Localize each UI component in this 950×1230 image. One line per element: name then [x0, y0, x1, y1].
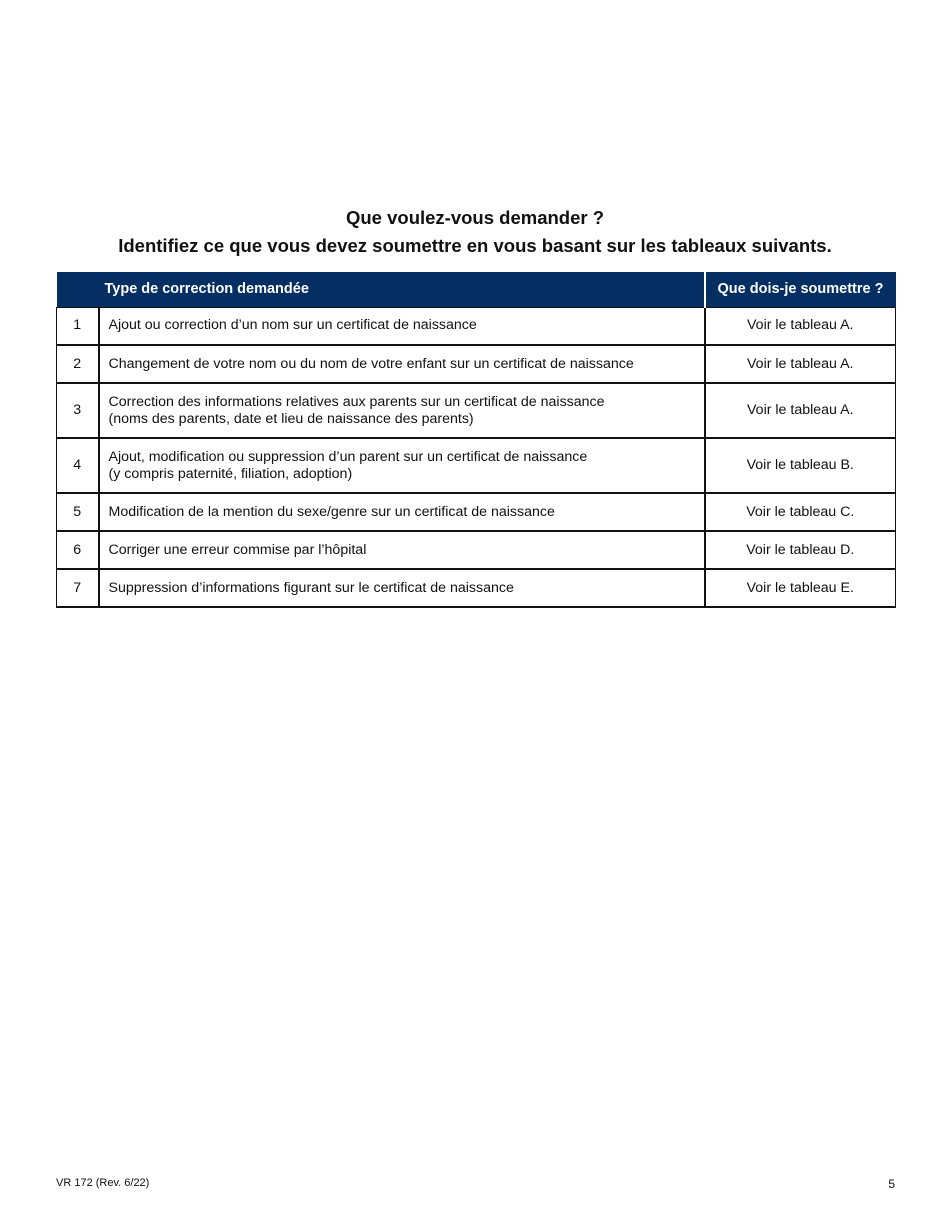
header-what-to-submit: Que dois-je soumettre ? — [705, 272, 896, 307]
table-row — [57, 383, 896, 438]
row-number: 6 — [57, 531, 99, 569]
table-row — [57, 569, 896, 607]
table-row — [57, 345, 896, 383]
page-number: 5 — [888, 1177, 895, 1191]
correction-type-table — [56, 272, 896, 608]
row-number: 4 — [57, 438, 99, 493]
row-correction-type: Ajout, modification ou suppression d’un parent sur un certificat de naissance (y compris paternité, filiation, adoption) — [99, 438, 705, 493]
page-subheading: Identifiez ce que vous devez soumettre en vous basant sur les tableaux suivants. — [118, 235, 832, 256]
table-header-row — [57, 272, 896, 307]
row-correction-type: Correction des informations relatives aux parents sur un certificat de naissance (noms des parents, date et lieu de naissance des parents) — [99, 383, 705, 438]
table-row — [57, 307, 896, 345]
row-correction-type: Modification de la mention du sexe/genre sur un certificat de naissance — [99, 493, 705, 531]
row-number: 5 — [57, 493, 99, 531]
row-correction-type: Corriger une erreur commise par l’hôpital — [99, 531, 705, 569]
row-what-to-submit: Voir le tableau C. — [705, 493, 896, 531]
row-what-to-submit: Voir le tableau A. — [705, 307, 896, 345]
row-what-to-submit: Voir le tableau E. — [705, 569, 896, 607]
row-what-to-submit: Voir le tableau A. — [705, 383, 896, 438]
row-number: 1 — [57, 307, 99, 345]
header-correction-type: Type de correction demandée — [104, 281, 309, 298]
row-number: 7 — [57, 569, 99, 607]
page-heading: Que voulez-vous demander ? — [345, 207, 605, 228]
row-what-to-submit: Voir le tableau A. — [705, 345, 896, 383]
row-what-to-submit: Voir le tableau B. — [705, 438, 896, 493]
row-correction-type: Ajout ou correction d’un nom sur un certificat de naissance — [99, 307, 705, 345]
row-what-to-submit: Voir le tableau D. — [705, 531, 896, 569]
row-correction-type: Changement de votre nom ou du nom de votre enfant sur un certificat de naissance — [99, 345, 705, 383]
table-row — [57, 493, 896, 531]
table-row — [57, 531, 896, 569]
header-number — [57, 272, 99, 307]
table-row — [57, 438, 896, 493]
row-number: 3 — [57, 383, 99, 438]
form-identifier: VR 172 (Rev. 6/22) — [56, 1177, 150, 1189]
row-number: 2 — [57, 345, 99, 383]
row-correction-type: Suppression d’informations figurant sur le certificat de naissance — [99, 569, 705, 607]
